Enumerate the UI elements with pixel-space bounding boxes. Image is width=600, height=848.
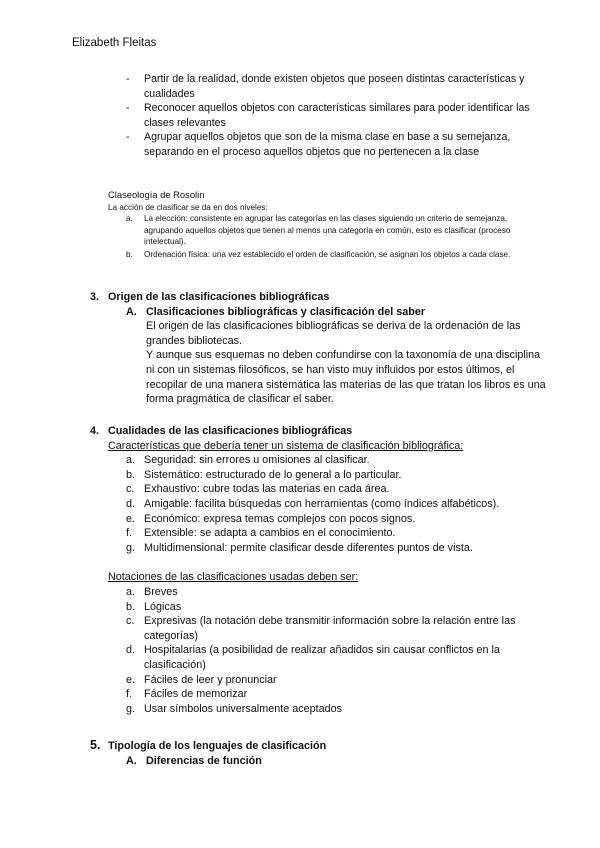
subsection-heading [90, 305, 550, 320]
dash-item-text: Partir de la realidad, donde existen objetos que poseen distintas características y cualidades [144, 73, 525, 100]
list-item-text: Extensible: se adapta a cambios en el conocimiento. [144, 527, 396, 540]
list-item-text: Breves [144, 585, 178, 598]
list-item [90, 673, 550, 688]
list-item-text: Multidimensional: permite clasificar desde diferentes puntos de vista. [144, 541, 473, 554]
list-item [90, 497, 550, 512]
list-item-text: Hospitalarias (a posibilidad de realizar añadidos sin causar conflictos en la clasificación) [144, 644, 500, 671]
list-item-text: La elección: consistente en agrupar las categorías en las clases siguiendo un criterio de semejanza, agrupando aquellos objetos que tienen al menos una categoría en común, esto es clasificar (proceso intelectual). [144, 214, 511, 246]
dash-marker: - [126, 102, 130, 115]
subsection-marker: A. [126, 754, 137, 767]
list-item [90, 526, 550, 541]
section-number: 4. [90, 425, 100, 437]
list-marker: f. [126, 688, 132, 701]
list-heading: Notaciones de las clasificaciones usadas deben ser: [108, 571, 359, 584]
dash-list-item [126, 101, 546, 130]
list-item [90, 614, 550, 643]
subsection-marker: A. [126, 305, 137, 318]
dash-marker: - [126, 73, 130, 85]
list-marker: e. [126, 673, 136, 686]
claseologia-list [108, 213, 538, 260]
claseologia-block [108, 189, 538, 262]
section-3 [90, 290, 550, 407]
list-item-text: Seguridad: sin errores u omisiones al clasificar. [144, 454, 370, 467]
list-item-text: Expresivas (la notación debe transmitir información sobre la relación entre las categorías) [144, 615, 516, 642]
list-heading: Características que debería tener un sistema de clasificación bibliográfica: [108, 439, 464, 452]
section-title: Cualidades de las clasificaciones bibliográficas [108, 425, 353, 437]
list-item-text: Económico: expresa temas complejos con pocos signos. [144, 512, 416, 525]
section-number: 3. [90, 291, 100, 303]
list-marker: b. [126, 250, 133, 260]
claseologia-intro: La acción de clasificar se da en dos niveles: [108, 203, 268, 213]
list-marker: d. [126, 497, 136, 510]
list-item-text: Sistemático: estructurado de lo general a lo particular. [144, 468, 402, 481]
list-item [90, 643, 550, 672]
list-marker: g. [126, 702, 136, 715]
list-item [90, 702, 550, 717]
subsection-heading [90, 754, 550, 769]
list-item-text: Usar símbolos universalmente aceptados [144, 702, 343, 715]
list-item [108, 249, 538, 260]
list-marker: c. [126, 615, 135, 628]
paragraph: El origen de las clasificaciones bibliográficas se deriva de la ordenación de las grandes bibliotecas. [146, 320, 521, 347]
dash-marker: - [126, 131, 130, 144]
subsection-title: Diferencias de función [146, 754, 262, 767]
list-item [90, 585, 550, 600]
list-marker: a. [126, 214, 133, 224]
section-number: 5. [90, 738, 101, 752]
list-item [90, 512, 550, 527]
dash-item-text: Reconocer aquellos objetos con características similares para poder identificar las clases relevantes [144, 102, 530, 129]
list-marker: c. [126, 483, 135, 496]
list-marker: a. [126, 454, 136, 467]
list-item [90, 482, 550, 497]
claseologia-title: Claseología de Rosolin [108, 189, 205, 200]
list-marker: a. [126, 585, 136, 598]
dash-list [126, 72, 546, 160]
list-marker: b. [126, 600, 136, 613]
dash-item-text: Agrupar aquellos objetos que son de la misma clase en base a su semejanza, separando en el proceso aquellos objetos que no pertenecen a la clase [144, 131, 511, 158]
list-item-text: Amigable: facilita búsquedas con herramientas (como índices alfabéticos). [144, 497, 500, 510]
section-5 [90, 738, 550, 768]
list-marker: d. [126, 644, 136, 657]
list-item-text: Fáciles de leer y pronunciar [144, 673, 277, 686]
notation-list [90, 585, 550, 716]
list-marker: b. [126, 468, 136, 481]
list-marker: g. [126, 541, 136, 554]
list-item-text: Fáciles de memorizar [144, 688, 248, 701]
dash-list-item [126, 72, 546, 101]
list-item-text: Lógicas [144, 600, 182, 613]
characteristics-list [90, 453, 550, 555]
list-item [90, 541, 550, 556]
dash-list-item [126, 130, 546, 159]
paragraph: Y aunque sus esquemas no deben confundirse con la taxonomía de una disciplina ni con un sistemas filosóficos, se han visto muy influidos por estos últimos, el recopilar de una manera sistemática las materias de las que tratan los libros es una forma pragmática de clasificar el saber. [146, 349, 546, 406]
list-item [90, 453, 550, 468]
list-item [90, 687, 550, 702]
list-marker: f. [126, 527, 132, 540]
list-marker: e. [126, 512, 136, 525]
list-item [90, 600, 550, 615]
list-item-text: Ordenación física: una vez establecido el orden de clasificación, se asignan los objetos a cada clase. [144, 250, 511, 260]
section-title: Tipología de los lenguajes de clasificación [108, 740, 327, 752]
author-header: Elizabeth Fleitas [72, 37, 157, 49]
section-title: Origen de las clasificaciones bibliográficas [108, 291, 330, 303]
list-item [90, 468, 550, 483]
list-item-text: Exhaustivo: cubre todas las materias en cada área. [144, 483, 390, 496]
list-item [108, 213, 538, 247]
subsection-title: Clasificaciones bibliográficas y clasificación del saber [146, 305, 426, 318]
section-4 [90, 424, 550, 716]
